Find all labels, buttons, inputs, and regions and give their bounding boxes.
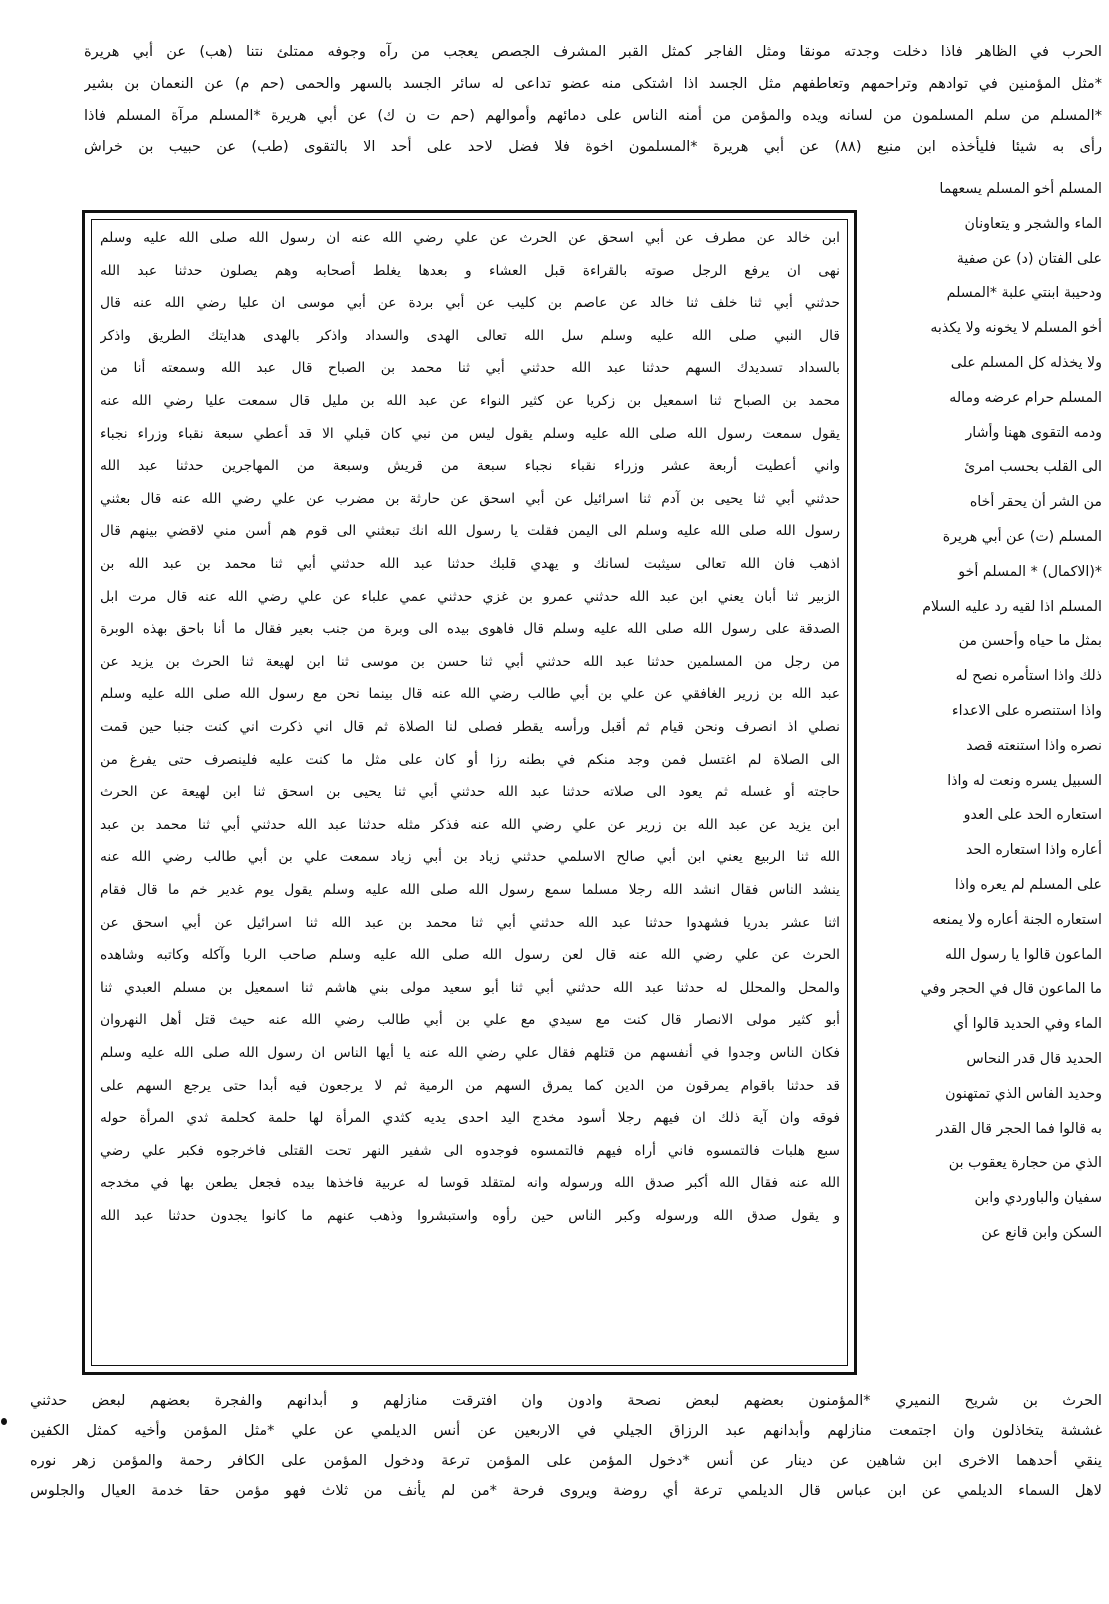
main-line: أبو كثير مولى الانصار قال كنت مع سيدي مع علي بن أبي طالب رضي الله عنه حيث قتل أهل النهروان	[100, 1012, 840, 1029]
margin-line: على الفتان (د) عن صفية	[956, 250, 1102, 267]
main-line: الى الصلاة لم اغتسل فمن وجد منكم في بطنه رزا أو كان على مثل ما كنت عليه فلينصرف حتى يفرغ من	[100, 751, 840, 768]
margin-line: على المسلم لم يعره واذا	[954, 877, 1102, 893]
top-line: *المسلم من سلم المسلمون من لسانه ويده والمؤمن من أمنه الناس على دمائهم وأموالهم (حم ت ن ك) عن أبي هريرة *المسلم مرآة المسلم فاذا	[84, 107, 1102, 124]
bottom-line: الحرث بن شريح النميري *المؤمنون بعضهم لبعض نصحة وادون وان افترقت منازلهم و أبدانهم والفجرة بعضهم لبعض حدثني	[30, 1392, 1102, 1409]
main-line: ينشد الناس فقال انشد الله رجلا مسلما سمع رسول الله صلى الله عليه وسلم يقول يوم غدير خم ما قال فقام	[100, 882, 840, 898]
margin-line: وحديد الفاس الذي تمتهنون	[945, 1085, 1102, 1102]
margin-line: واذا استنصره على الاعداء	[951, 703, 1102, 719]
main-line: حاجته أو غسله ثم يعود الى صلاته حدثنا عبد الله حدثني أبي ثنا يحيى بن اسحق ثنا ابن لهيعة عن الحرث	[100, 784, 840, 801]
margin-line: السكن وابن قانع عن	[981, 1225, 1102, 1241]
margin-line: بمثل ما حياه وأحسن من	[958, 633, 1102, 650]
top-line: رأى به شيئا فليأخذه ابن منيع (٨٨) عن أبي هريرة *المسلمون اخوة فلا فضل لاحد على أحد الا بالتقوى (طب) عن حبيب بن خراش	[84, 138, 1102, 155]
main-line: من رجل من المسلمين حدثنا عبد الله حدثني أبي ثنا حسن بن موسى ثنا ابن لهيعة ثنا الحرث بن يزيد عن	[100, 653, 840, 670]
main-line: فكان الناس وجدوا في أنفسهم من قتلهم فقال علي رضي الله عنه يا أيها الناس ان رسول الله صلى الله عليه وسلم	[100, 1045, 840, 1061]
margin-line: الذي من حجارة يعقوب بن	[948, 1155, 1102, 1172]
margin-line: الماء والشجر و يتعاونان	[964, 215, 1102, 232]
margin-line: ما الماعون قال في الحجر وفي	[920, 981, 1102, 998]
main-line: نصلي اذ انصرف ونحن قيام ثم أقبل ورأسه يقطر فصلى لنا الصلاة ثم قال اني ذكرت اني كنت جنبا حين قمت	[100, 719, 840, 735]
main-line: نهى ان يرفع الرجل صوته بالقراءة قبل العشاء و بعدها يغلط أصحابه وهم يصلون حدثنا عبد الله	[100, 262, 840, 279]
main-line: عبد الله بن زرير الغافقي عن علي بن أبي طالب رضي الله عنه قال بينما نحن مع رسول الله صلى الله عليه وسلم	[100, 686, 840, 703]
bottom-line: لاهل السماء الديلمي عن ابن عباس قال الديلمي ترعة أي روضة ويروى فرحة *من لم يأنف من ثلاث فهو مؤمن حقا خدمة العيال والجلوس	[30, 1482, 1102, 1499]
margin-line: الحديد قال قدر النحاس	[966, 1051, 1102, 1067]
main-line: ابن يزيد عن عبد الله بن زرير عن علي رضي الله عنه فذكر مثله حدثنا عبد الله حدثني أبي ثنا محمد بن عبد	[100, 816, 840, 833]
main-line: ابن خالد عن مطرف عن أبي اسحق عن الحرث عن علي رضي الله عنه ان رسول الله صلى الله عليه وسلم	[100, 230, 840, 246]
margin-line: أعاره واذا استعاره الحد	[965, 842, 1102, 859]
margin-line: المسلم اذا لقيه رد عليه السلام	[922, 598, 1102, 615]
margin-line: سفيان والباوردي وابن	[974, 1190, 1102, 1207]
margin-line: ودمه التقوى ههنا وأشار	[965, 424, 1102, 441]
bottom-line: ينقي أحدهما الاخرى ابن شاهين عن دينار عن أنس *دخول المؤمن على المؤمن ترعة ودخول المؤمن على الكافر رحمة والمؤمن زهر نوره	[30, 1452, 1102, 1469]
main-line: بالسداد تسديدك السهم حدثنا عبد الله حدثني أبي ثنا محمد بن الصباح قال عبد الله وسمعته أنا من	[100, 360, 840, 377]
margin-line: استعاره الحد على العدو	[963, 807, 1102, 824]
margin-line: الماعون قالوا يا رسول الله	[945, 946, 1102, 963]
main-line: الحرث عن علي رضي الله عنه قال لعن رسول الله صلى الله عليه وسلم صاحب الربا وآكله وكاتبه وشاهده	[100, 947, 840, 964]
main-line: الله عنه فقال الله أكبر صدق الله ورسوله وانه لمتقلد قوسا له عربية فاخذها بيده فجعل يطعن بها في مخدجه	[100, 1175, 840, 1192]
margin-line: السبيل يسره ونعت له واذا	[947, 772, 1102, 789]
main-line: واني أعطيت أربعة عشر وزراء نقباء نجباء سبعة من قريش وسبعة من المهاجرين حدثنا عبد الله	[100, 458, 840, 475]
margin-line: نصره واذا استنعته قصد	[966, 737, 1102, 754]
main-line: رسول الله صلى الله عليه وسلم الى اليمن فقلت يا رسول الله انك تبعثني الى قوم هم أسن مني لاقضي بينهم قال	[100, 523, 840, 540]
top-line: الحرب في الظاهر فاذا دخلت وجدته مونقا ومثل الفاجر كمثل القبر المشرف الجصص يعجب من رآه وجوفه ممتلئ نتنا (هب) عن أبي هريرة	[84, 43, 1102, 60]
margin-line: ذلك واذا استأمره نصح له	[955, 668, 1102, 685]
margin-line: *(الاكمال) * المسلم أخو	[958, 563, 1102, 580]
ink-spot	[1, 1418, 7, 1425]
main-line: قد حدثنا باقوام يمرقون من الدين كما يمرق السهم من الرمية ثم لا يرجعون فيه أبدا حتى يرجع السهم على	[100, 1077, 840, 1094]
main-line: حدثني أبي ثنا يحيى بن آدم ثنا اسرائيل عن أبي اسحق عن حارثة بن مضرب عن علي رضي الله عنه قال بعثني	[100, 490, 840, 507]
main-line: فوقه وان آية ذلك ان فيهم رجلا أسود مخدج اليد احدى يديه كثدي المرأة لها حلمة كحلمة ثدي المرأة حوله	[100, 1110, 840, 1127]
main-line: الله ثنا الربيع يعني ابن أبي صالح الاسلمي حدثني زياد بن أبي زياد سمعت علي بن أبي طالب رضي الله عنه	[100, 849, 840, 866]
top-line: *مثل المؤمنين في توادهم وتراحمهم وتعاطفهم مثل الجسد اذا اشتكى منه عضو تداعى له سائر الجسد بالسهر والحمى (حم م) عن النعمان بن بشير	[84, 75, 1102, 92]
main-line: و يقول صدق الله ورسوله وكبر الناس حين رأوه واستبشروا وذهب عنهم ما كانوا يجدون حدثنا عبد الله	[100, 1208, 840, 1224]
main-line: الزبير ثنا أبان يعني ابن عبد الله حدثني عمرو بن غزي حدثني عمي علباء عن علي رضي الله عنه قال مرت ابل	[100, 588, 840, 605]
margin-line: المسلم حرام عرضه وماله	[949, 389, 1102, 406]
margin-line: من الشر أن يحقر أخاه	[969, 494, 1102, 511]
main-line: محمد بن الصباح ثنا اسمعيل بن زكريا عن كثير النواء عن عبد الله بن مليل قال سمعت عليا رضي الله عنه	[100, 393, 840, 409]
main-line: سبع هلبات فالتمسوه فاني أراه فيهم فالتمسوه فوجدوه الى شفير النهر تحت القتلى فاخرجوه فكبر علي رضي	[100, 1142, 840, 1159]
margin-line: ودحيبة ابنتي علبة *المسلم	[946, 285, 1102, 302]
main-line: حدثني أبي ثنا خلف ثنا خالد عن عاصم بن كليب عن أبي بردة عن أبي موسى ان عليا رضي الله عنه قال	[100, 295, 840, 312]
margin-line: استعاره الجنة أعاره ولا يمنعه	[932, 911, 1102, 928]
margin-line: الماء وفي الحديد قالوا أي	[953, 1016, 1102, 1033]
margin-line: أخو المسلم لا يخونه ولا يكذبه	[930, 320, 1102, 337]
main-line: قال النبي صلى الله عليه وسلم سل الله تعالى الهدى والسداد واذكر بالهدى هدايتك الطريق واذكر	[100, 327, 840, 344]
main-line: الصدقة على رسول الله صلى الله عليه وسلم قال فاهوى بيده الى وبرة من جنب بعير فقال ما أنا باحق بهذه الوبرة	[100, 621, 840, 638]
margin-line: المسلم (ت) عن أبي هريرة	[942, 529, 1102, 545]
main-line: اذهب فان الله تعالى سيثبت لسانك و يهدي قلبك حدثنا عبد الله حدثني أبي ثنا محمد بن عبد الله بن	[100, 556, 840, 572]
margin-line: ولا يخذله كل المسلم على	[950, 355, 1102, 371]
main-line: والمحل والمحلل له حدثنا عبد الله حدثني أبي ثنا أبو سعيد مولى بني هاشم ثنا اسمعيل بن مسلم العبدي ثنا	[100, 979, 840, 996]
margin-line: به قالوا فما الحجر قال القدر	[936, 1120, 1102, 1137]
bottom-line: غششة يتخاذلون وان اجتمعت منازلهم وأبدانهم عبد الرزاق الجيلي في الاربعين عن أنس الديلمي عن علي *مثل المؤمن وأخيه كمثل الكفين	[30, 1422, 1102, 1439]
margin-line: المسلم أخو المسلم يسعهما	[939, 181, 1102, 197]
main-line: اثنا عشر بدريا فشهدوا حدثنا عبد الله حدثني أبي ثنا محمد بن عبد الله ثنا اسرائيل عن أبي اسحق عن	[100, 914, 840, 931]
margin-line: الى القلب بحسب امرئ	[964, 459, 1102, 476]
main-line: يقول سمعت رسول الله صلى الله عليه وسلم يقول ليس من نبي كان قبلي الا قد أعطي سبعة نقباء وزراء نجباء	[100, 425, 840, 442]
